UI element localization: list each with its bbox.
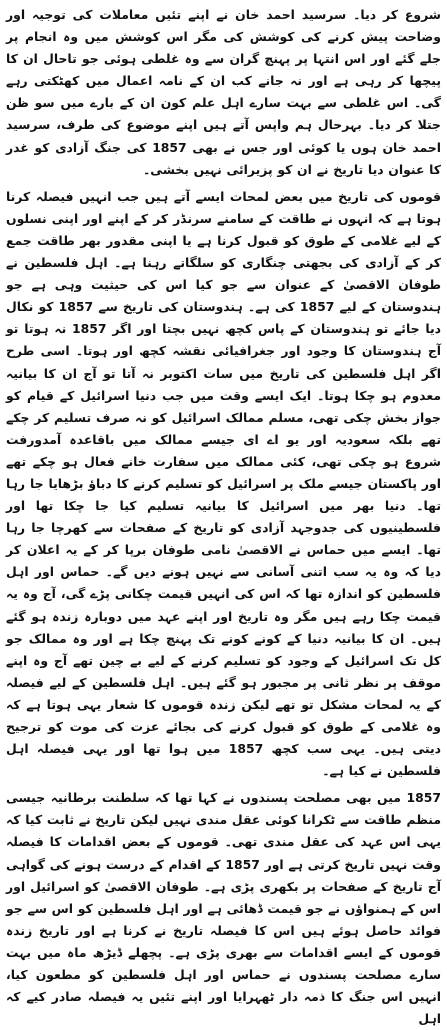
article-paragraph-1: شروع کر دیا۔ سرسید احمد خان نے اپنے تئیں معاملات کی توجیہ اور وضاحت پیش کرنے کی کوشش کی مگر اس کوشش میں وہ انجام پر جلے گئے اور اس انتہا پر پہنچ گران سے وہ غلطی ہوئی جو تاحال ان کا پیچھا کر رہی ہے اور نہ جانے کب ان کے نامہ اعمال میں کھٹکتی رہے گی۔ اس غلطی سے بہت سارے اہل علم کون ان کے بارے میں سو ظن جتلا کر دیا۔ بہرحال ہم واپس آتے ہیں اپنے موضوع کی طرف، سرسید احمد خان ہوں یا کوئی اور جس نے بھی 1857 کی جنگ آزادی کو غدر کا عنوان دیا تاریخ نے ان کو پزیرائی نہیں بخشی۔ [6,7,442,177]
article-paragraph-3: 1857 میں بھی مصلحت پسندوں نے کہا تھا کہ سلطنت برطانیہ جیسی منظم طاقت سے ٹکرانا کوئی عقل مندی نہیں لیکن تاریخ نے ثابت کیا کہ یہی اس عہد کی عقل مندی تھی۔ قوموں کے بعض اقدامات کا فیصلہ وقت نہیں تاریخ کرتی ہے اور 1857 کے اقدام کے درست ہونے کی گواہی آج تاریخ کے صفحات پر بکھری پڑی ہے۔ طوفان الاقصیٰ کو اسرائیل اور اس کے ہمنواؤں نے جو قیمت ڈھائی ہے اور اہل فلسطین کو اس سے جو فوائد حاصل ہوئے ہیں اس کا فیصلہ تاریخ نے کرنا ہے اور تاریخ زندہ قوموں کے ایسے اقدامات سے بھری پڑی ہے۔ پچھلے ڈیڑھ ماہ میں بہت سارے مصلحت پسندوں نے حماس اور اہل فلسطین کو مطعون کیا، انہیں اس جنگ کا ذمہ دار ٹھہرایا اور اپنے تئیں یہ فیصلہ صادر کیے کہ اہل [6,790,441,1027]
article-paragraph-2: قوموں کی تاریخ میں بعض لمحات ایسے آتے ہیں جب انہیں فیصلہ کرنا ہوتا ہے کہ انہوں نے طاقت کے سامنے سرنڈر کر کے اپنے اور اپنی نسلوں کے لیے غلامی کے طوق کو قبول کرنا ہے یا اپنی مقدور بھر طاقت جمع کر کے آزادی کی بجھتی چنگاری کو سلگاتے رہنا ہے۔ اہل فلسطین نے طوفان الاقصیٰ کے عنوان سے جو کیا اس کی حیثیت وہی ہے جو ہندوستان کے لیے 1857 کی ہے۔ ہندوستان کی تاریخ سے 1857 کو نکال دیا جائے تو ہندوستان کے پاس کچھ نہیں بچتا اور اگر 1857 نہ ہوتا تو آج ہندوستان کا وجود اور جغرافیائی نقشہ کچھ اور ہوتا۔ اسی طرح اگر اہل فلسطین کی تاریخ میں سات اکتوبر نہ آتا تو آج ان کا بیانیہ معدوم ہو چکا ہوتا۔ ایک ایسے وقت میں جب دنیا اسرائیل کے قیام کو جواز بخش چکی تھی، مسلم ممالک اسرائیل کو نہ صرف تسلیم کر چکے تھے بلکہ سعودیہ اور یو اے ای جیسے ممالک میں باقاعدہ آمدورفت شروع ہو چکی تھی، کئی ممالک میں سفارت خانے فعال ہو چکے تھے اور پاکستان جیسے ملک پر اسرائیل کو تسلیم کرنے کا دباؤ بڑھایا جا رہا تھا۔ دنیا بھر میں اسرائیل کا بیانیہ تسلیم کیا جا چکا تھا اور فلسطینیوں کی جدوجہد آزادی کو تاریخ کے صفحات سے کھرچا جا رہا تھا۔ ایسے میں حماس نے الاقصیٰ نامی طوفان برپا کر کے یہ اعلان کر دیا کہ وہ یہ سب اتنی آسانی سے نہیں ہونے دیں گے۔ حماس اور اہل فلسطین کو اندازہ تھا کہ اس کی انہیں قیمت چکانی پڑے گی، آج وہ یہ قیمت چکا رہے ہیں مگر وہ تاریخ اور اپنے عہد میں دوبارہ زندہ ہو گئے ہیں۔ ان کا بیانیہ دنیا کے کونے کونے تک پہنچ چکا ہے اور وہ ممالک جو کل تک اسرائیل کے وجود کو تسلیم کرنے کے لیے بے چین تھے آج وہ اپنے موقف پر نظر ثانی پر مجبور ہو گئے ہیں۔ اہل فلسطین کے لیے فیصلہ کے یہ لمحات مشکل تو تھے لیکن زندہ قوموں کا شعار یہی ہوتا ہے کہ وہ غلامی کے طوق کو قبول کرنے کی بجائے عزت کی موت کو ترجیح دیتی ہیں۔ یہی سب کچھ 1857 میں ہوا تھا اور یہی فیصلہ اہل فلسطین نے کیا ہے۔ [6,188,441,779]
